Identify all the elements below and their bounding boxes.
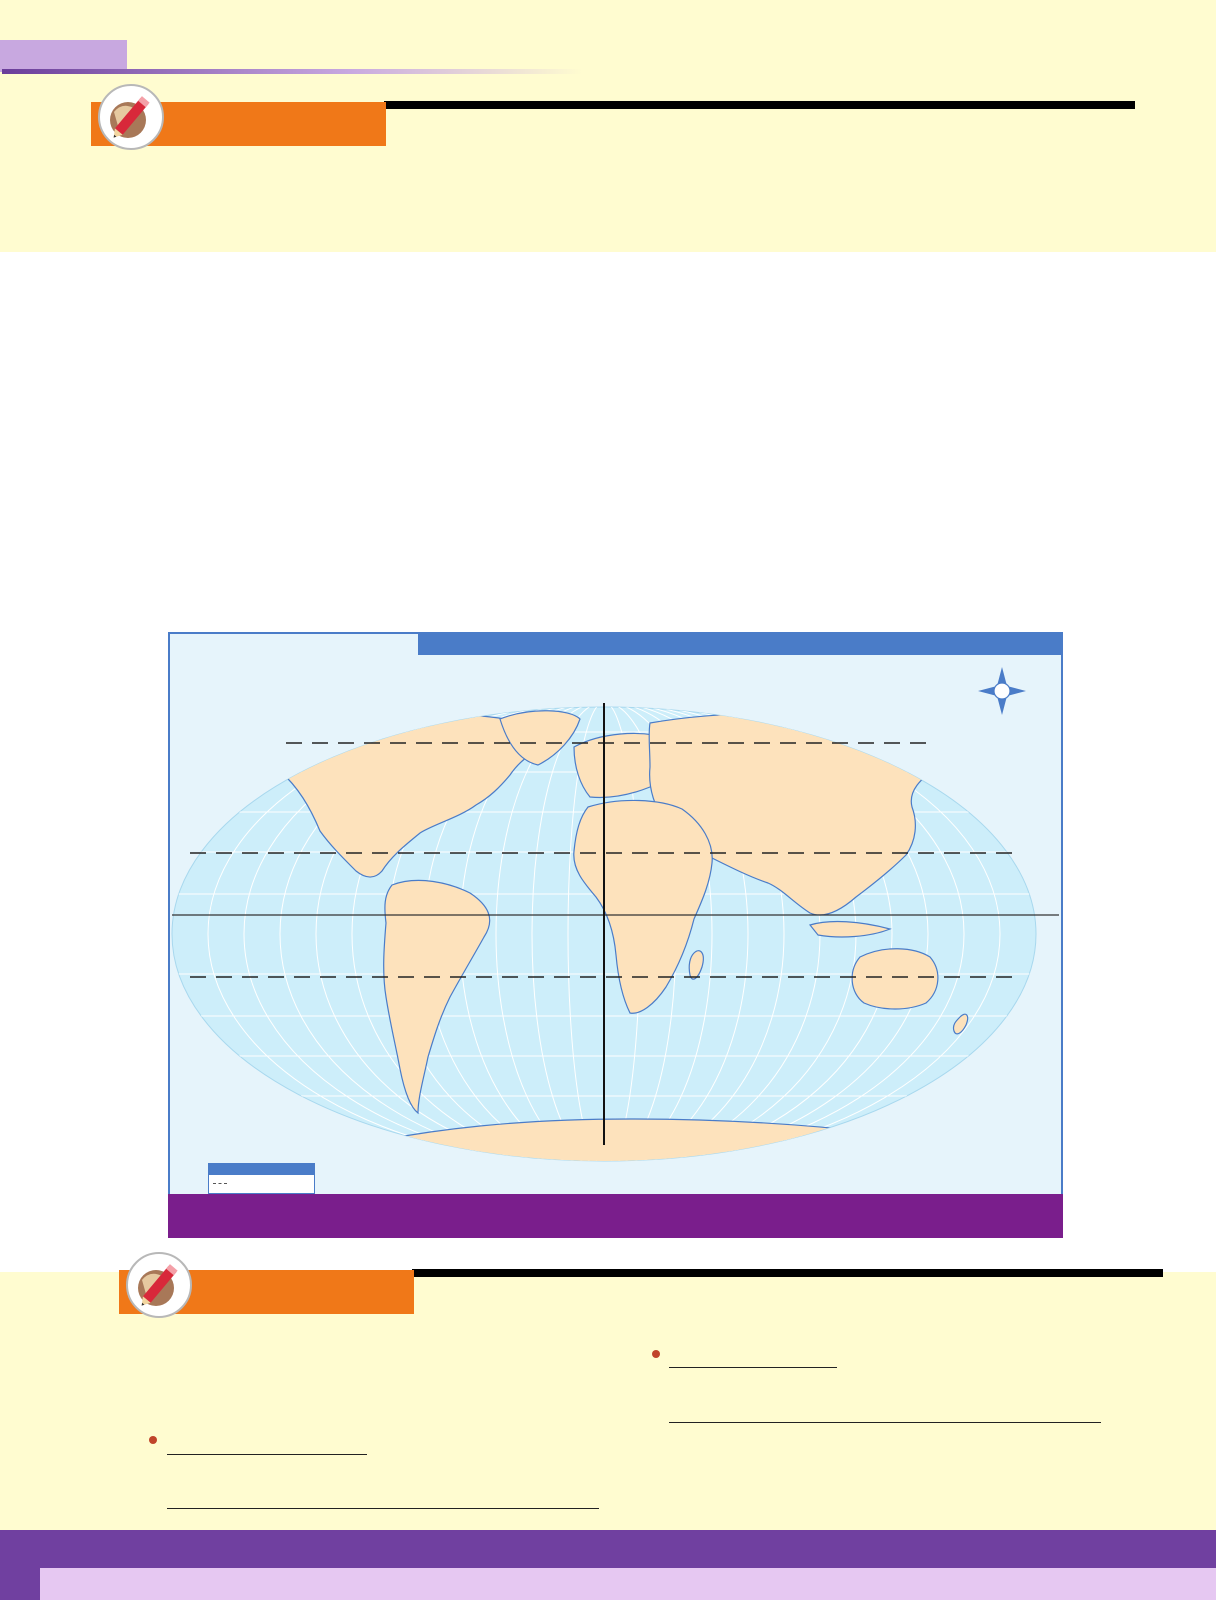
bloque-tab — [0, 40, 127, 72]
bullet-icon — [149, 1436, 157, 1444]
answer2-line[interactable] — [669, 1422, 1101, 1423]
map-caption — [168, 1194, 1063, 1238]
answer2-blank[interactable] — [669, 1345, 837, 1368]
bloque-underline — [2, 69, 582, 74]
legend-title — [209, 1164, 314, 1175]
activity2-divider — [412, 1269, 1163, 1277]
pencil-icon — [98, 84, 164, 150]
world-map — [170, 657, 1061, 1194]
pencil-icon — [126, 1252, 192, 1318]
map-legend — [208, 1163, 315, 1194]
answer1-line[interactable] — [167, 1508, 599, 1509]
bullet-icon — [652, 1350, 660, 1358]
bullet2-text — [669, 1339, 1101, 1368]
activity-divider — [384, 101, 1135, 109]
bullet1-text — [167, 1426, 599, 1455]
australia — [852, 949, 938, 1009]
legend-line-icon — [213, 1183, 227, 1184]
compass-rose-icon — [978, 667, 1026, 715]
map-title — [418, 633, 1061, 655]
answer1-blank[interactable] — [167, 1432, 367, 1455]
footer-strip — [40, 1568, 1216, 1600]
